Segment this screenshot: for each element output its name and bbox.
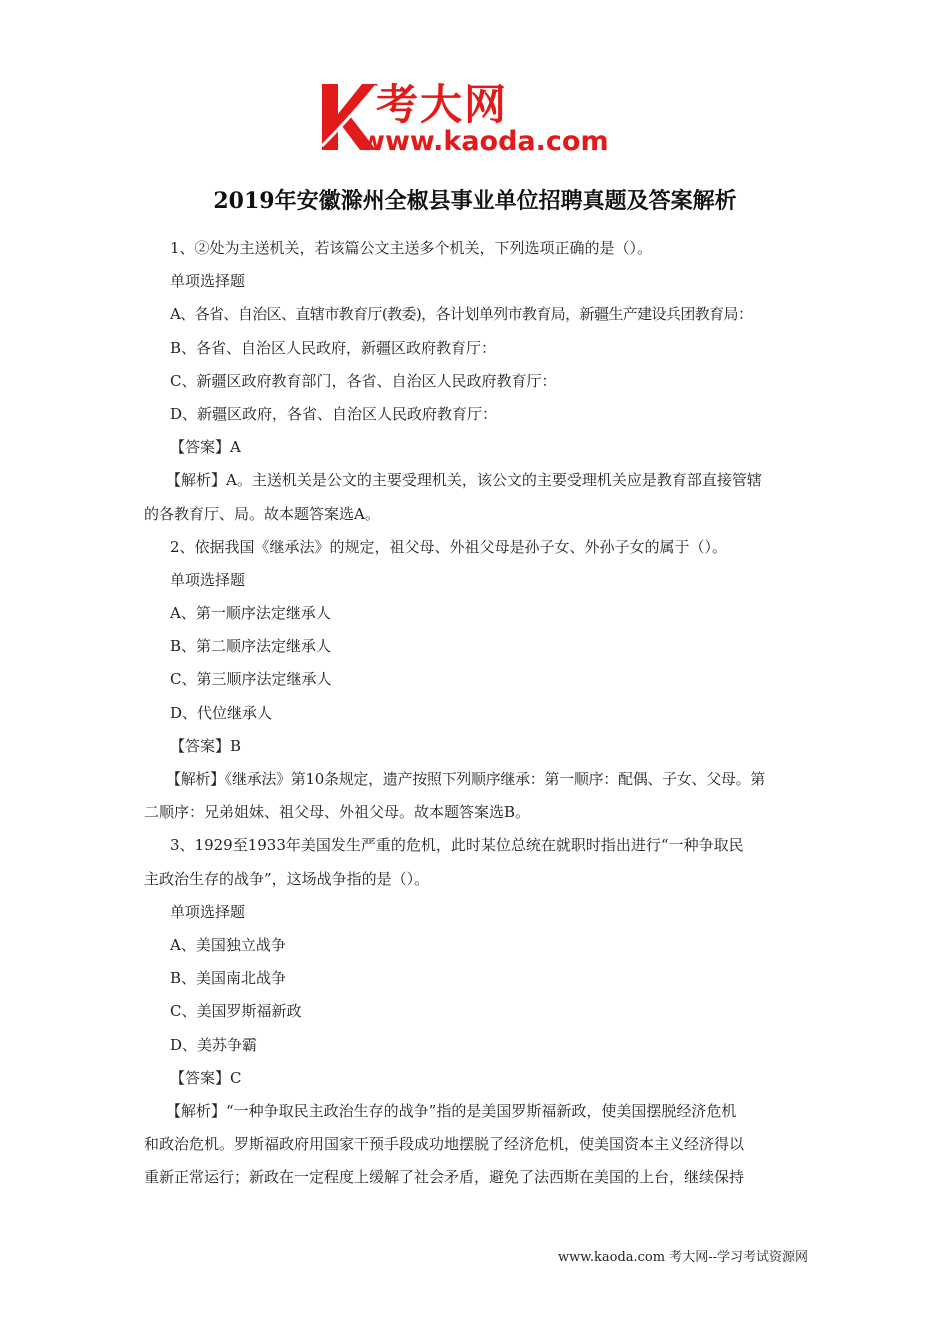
document-title: 2019年安徽滁州全椒县事业单位招聘真题及答案解析 — [213, 188, 737, 214]
question-type: 单项选择题 — [170, 570, 246, 589]
option-a: A、第一顺序法定继承人 — [170, 604, 331, 623]
document-body — [144, 232, 810, 1194]
option-d: D、新疆区政府，各省、自治区人民政府教育厅： — [170, 404, 498, 423]
question-type: 单项选择题 — [170, 272, 246, 291]
option-d: D、代位继承人 — [170, 703, 273, 722]
analysis-cont: 和政治危机。罗斯福政府用国家干预手段成功地摆脱了经济危机，使美国资本主义经济得以 — [144, 1135, 745, 1154]
page-footer: www.kaoda.com 考大网--学习考试资源网 — [558, 1250, 808, 1265]
analysis-cont: 二顺序：兄弟姐妹、祖父母、外祖父母。故本题答案选B。 — [144, 803, 531, 822]
kaoda-logo — [318, 80, 638, 160]
option-b: B、美国南北战争 — [170, 969, 287, 988]
answer: 【答案】C — [170, 1068, 242, 1087]
analysis: 【解析】A。主送机关是公文的主要受理机关，该公文的主要受理机关应是教育部直接管辖 — [166, 471, 762, 490]
analysis-cont: 重新正常运行；新政在一定程度上缓解了社会矛盾，避免了法西斯在美国的上台，继续保持 — [144, 1168, 745, 1187]
analysis-cont: 的各教育厅、局。故本题答案选A。 — [144, 504, 380, 523]
analysis: 【解析】“一种争取民主政治生存的战争”指的是美国罗斯福新政，使美国摆脱经济危机 — [166, 1101, 737, 1120]
option-b: B、各省、自治区人民政府，新疆区政府教育厅： — [170, 338, 497, 357]
question-3: 3、1929至1933年美国发生严重的危机，此时某位总统在就职时指出进行“一种争取民 — [170, 836, 744, 855]
answer: 【答案】A — [170, 438, 241, 457]
option-a: A、美国独立战争 — [170, 935, 286, 954]
question-1: 1、②处为主送机关，若该篇公文主送多个机关，下列选项正确的是（）。 — [170, 239, 653, 257]
question-type: 单项选择题 — [170, 902, 246, 921]
option-a: A、各省、自治区、直辖市教育厅(教委)，各计划单列市教育局，新疆生产建设兵团教育局： — [170, 305, 753, 324]
option-c: C、美国罗斯福新政 — [170, 1002, 302, 1021]
analysis: 【解析】《继承法》第10条规定，遗产按照下列顺序继承：第一顺序：配偶、子女、父母。第 — [166, 770, 765, 788]
option-d: D、美苏争霸 — [170, 1035, 258, 1054]
logo-url: www.kaoda.com — [360, 126, 609, 157]
answer: 【答案】B — [170, 736, 242, 755]
option-b: B、第二顺序法定继承人 — [170, 637, 332, 656]
logo-text-cn: 考大网 — [376, 80, 509, 129]
option-c: C、新疆区政府教育部门，各省、自治区人民政府教育厅： — [170, 371, 557, 390]
question-2: 2、依据我国《继承法》的规定，祖父母、外祖父母是孙子女、外孙子女的属于（）。 — [170, 537, 728, 556]
option-c: C、第三顺序法定继承人 — [170, 670, 332, 689]
question-cont: 主政治生存的战争”，这场战争指的是（）。 — [144, 869, 430, 888]
